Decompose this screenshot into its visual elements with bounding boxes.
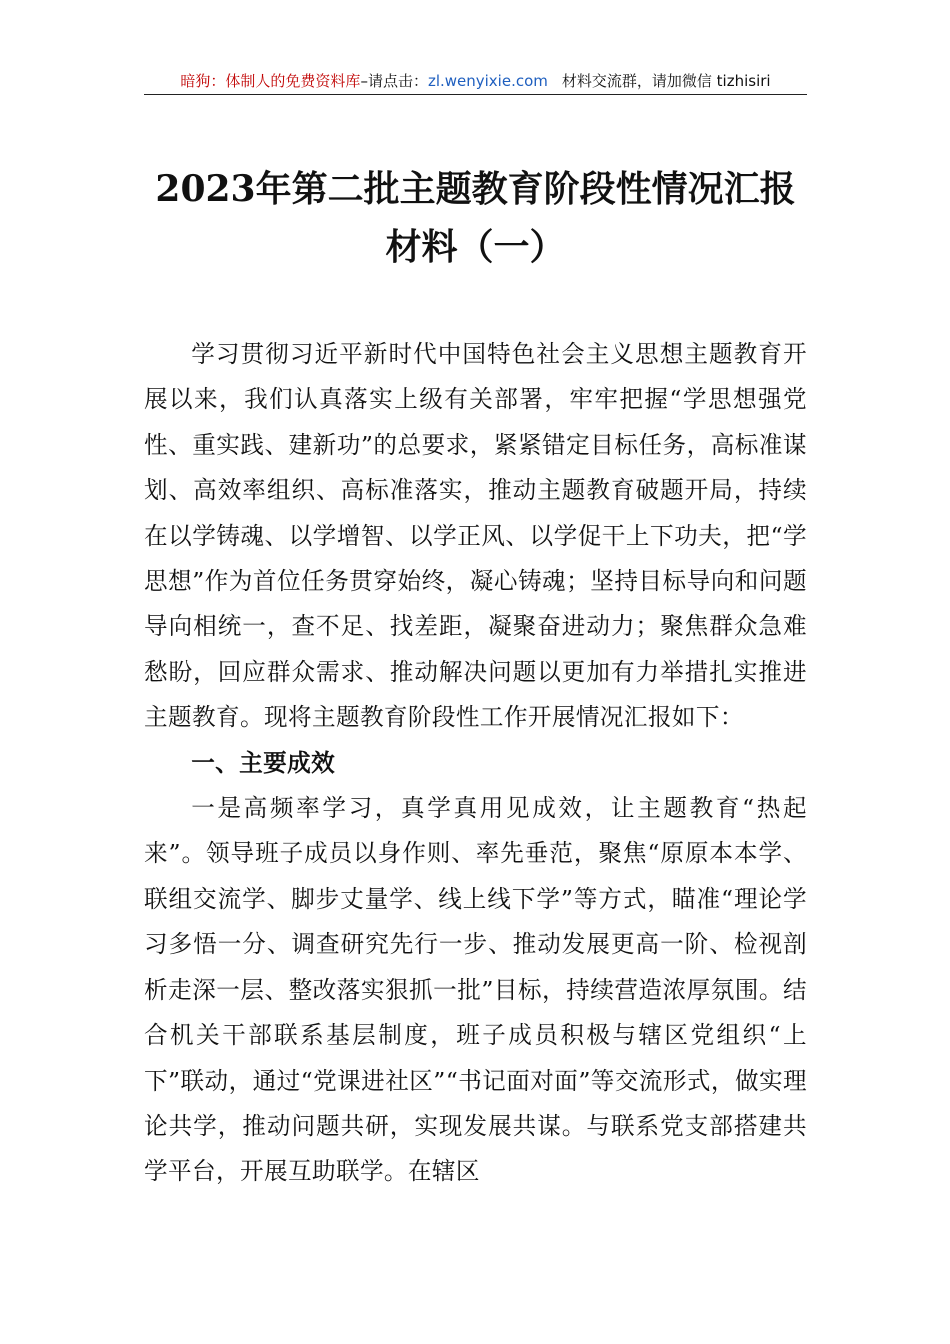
- header-prompt: –请点击：: [360, 72, 428, 90]
- document-title: 2023年第二批主题教育阶段性情况汇报材料（一）: [155, 168, 796, 268]
- section-heading: 一、主要成效: [191, 748, 336, 777]
- section-paragraph: 一是高频率学习，真学真用见成效，让主题教育“热起来”。领导班子成员以身作则、率先垂范，聚焦“原原本本学、联组交流学、脚步丈量学、线上线下学”等方式，瞄准“理论学习多悟一分、调查研究先行一步、推动发展更高一阶、检视剖析走深一层、整改落实狠抓一批”目标，持续营造浓厚氛围。结合机关干部联系基层制度，班子成员积极与辖区党组织“上下”联动，通过“党课进社区”“书记面对面”等交流形式，做实理论共学，推动问题共研，实现发展共谋。与联系党支部搭建共学平台，开展互助联学。在辖区: [144, 794, 807, 1186]
- intro-paragraph: 学习贯彻习近平新时代中国特色社会主义思想主题教育开展以来，我们认真落实上级有关部署，牢牢把握“学思想强党性、重实践、建新功”的总要求，紧紧错定目标任务，高标准谋划、高效率组织、高标准落实，推动主题教育破题开局，持续在以学铸魂、以学增智、以学正风、以学促干上下功夫，把“学思想”作为首位任务贯穿始终，凝心铸魂；坚持目标导向和问题导向相统一，查不足、找差距，凝聚奋进动力；聚焦群众急难愁盼，回应群众需求、推动解决问题以更加有力举措扎实推进主题教育。现将主题教育阶段性工作开展情况汇报如下：: [144, 340, 807, 732]
- header-wechat-note: 材料交流群，请加微信 tizhisiri: [561, 72, 771, 90]
- document-body: [144, 332, 807, 1195]
- page-header: [144, 68, 807, 95]
- header-url-link[interactable]: zl.wenyixie.com: [427, 72, 548, 90]
- header-site-name: 暗狗：体制人的免费资料库: [180, 72, 361, 90]
